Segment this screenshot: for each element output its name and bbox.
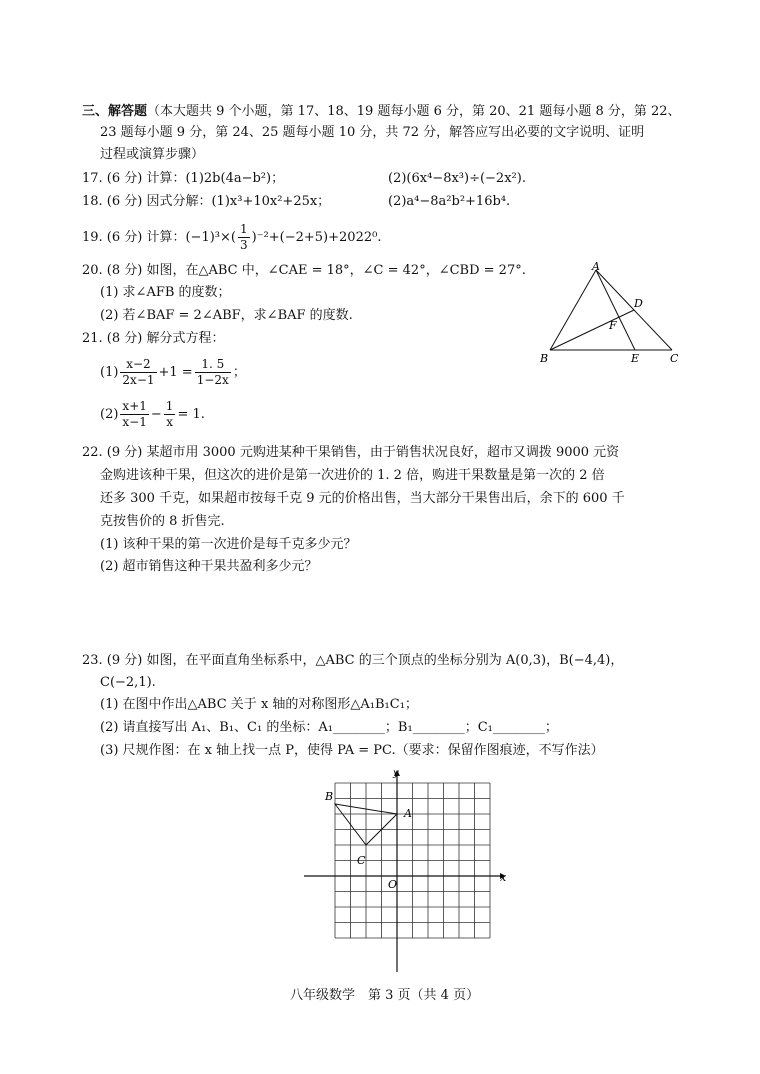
q23-part3: (3) 尺规作图：在 x 轴上找一点 P，使得 PA = PC.（要求：保留作图痕迹，不写作法） bbox=[100, 743, 604, 758]
q21-part2 bbox=[100, 397, 205, 433]
grid-label-B: B bbox=[325, 790, 334, 803]
q19-line bbox=[82, 220, 381, 256]
label-F: F bbox=[609, 319, 617, 332]
q23-part2: (2) 请直接写出 A₁、B₁、C₁ 的坐标：A₁________；B₁________；C₁________； bbox=[100, 720, 558, 735]
q22-part2: (2) 超市销售这种干果共盈利多少元？ bbox=[100, 559, 318, 574]
label-E: E bbox=[631, 352, 640, 365]
q21-p1-frac1-num: x−2 bbox=[120, 357, 156, 373]
q20-lead: 20. (8 分) 如图，在△ABC 中，∠CAE = 18°，∠C = 42°，∠CBD = 27°. bbox=[82, 263, 526, 278]
q18-part1: 18. (6 分) 因式分解：(1)x³+10x²+25x； bbox=[82, 194, 331, 209]
segment-AE bbox=[596, 270, 635, 350]
q21-p2-index: (2) bbox=[100, 407, 119, 422]
q21-p2-frac1-den: x−1 bbox=[122, 415, 147, 429]
q17-part1: 17. (6 分) 计算：(1)2b(4a−b²)； bbox=[82, 171, 285, 186]
section-desc-2: 23 题每小题 9 分，第 24、25 题每小题 10 分，共 72 分，解答应写出必要的文字说明、证明 bbox=[100, 125, 645, 140]
q20-part2: (2) 若∠BAF = 2∠ABF，求∠BAF 的度数. bbox=[100, 308, 353, 323]
q22-part1: (1) 该种干果的第一次进价是每千克多少元？ bbox=[100, 537, 357, 552]
q21-p2-frac2-den: x bbox=[166, 415, 173, 429]
q21-p2-mid: − bbox=[150, 407, 162, 422]
q21-lead: 21. (8 分) 解分式方程： bbox=[82, 331, 225, 346]
label-C: C bbox=[670, 352, 679, 365]
q20-part1: (1) 求∠AFB 的度数； bbox=[100, 285, 231, 300]
q21-p1-index: (1) bbox=[100, 365, 119, 380]
q22-line-4: 克按售价的 8 折售完. bbox=[100, 514, 225, 529]
grid-label-x: x bbox=[500, 871, 507, 884]
q23-coordinate-grid bbox=[300, 768, 510, 974]
q23-part1: (1) 在图中作出△ABC 关于 x 轴的对称图形△A₁B₁C₁； bbox=[100, 697, 418, 712]
label-A: A bbox=[592, 260, 600, 273]
q19-frac-den: 3 bbox=[239, 238, 248, 252]
q22-line-1: 22. (9 分) 某超市用 3000 元购进某种干果销售，由于销售状况良好，超市又调拨 9000 元资 bbox=[82, 445, 620, 460]
q19-tail: )⁻²+(−2+5)+2022⁰. bbox=[251, 230, 382, 245]
q21-p2-frac1-num: x+1 bbox=[122, 399, 147, 413]
q21-part1 bbox=[100, 355, 246, 391]
label-D: D bbox=[634, 297, 643, 310]
page-footer: 八年级数学 第 3 页（共 4 页） bbox=[290, 988, 480, 1003]
label-B: B bbox=[540, 352, 549, 365]
segment-AB bbox=[550, 270, 596, 350]
q21-p1-mid: +1 = bbox=[158, 365, 193, 380]
segment-BD bbox=[550, 310, 634, 350]
q21-p2-end: = 1. bbox=[177, 407, 205, 422]
q21-p2-frac1 bbox=[120, 399, 148, 430]
grid-label-A: A bbox=[404, 807, 412, 820]
section-heading: 三、解答题 bbox=[82, 104, 148, 119]
q22-line-3: 还多 300 千克，如果超市按每千克 9 元的价格出售，当大部分干果售出后，余下的 600 千 bbox=[100, 491, 625, 506]
q21-p1-frac2-num: 1. 5 bbox=[195, 357, 231, 373]
q21-p2-frac2 bbox=[164, 399, 176, 430]
q21-p2-frac2-num: 1 bbox=[165, 399, 174, 413]
section-heading-line bbox=[82, 103, 681, 121]
grid-label-O: O bbox=[388, 878, 398, 891]
q19-lead: 19. (6 分) 计算：(−1)³×( bbox=[82, 230, 236, 245]
section-desc-3: 过程或演算步骤） bbox=[100, 147, 205, 162]
grid-label-C: C bbox=[357, 854, 366, 867]
q20-triangle-figure bbox=[536, 260, 686, 370]
q21-p1-frac2 bbox=[195, 357, 231, 388]
q21-p1-frac2-den: 1−2x bbox=[196, 373, 229, 387]
q23-line-1: 23. (9 分) 如图，在平面直角坐标系中，△ABC 的三个顶点的坐标分别为 A(0,3)，B(−4,4)， bbox=[82, 653, 624, 668]
q21-p1-frac1-den: 2x−1 bbox=[122, 373, 155, 387]
q23-line-2: C(−2,1). bbox=[100, 675, 156, 690]
grid-label-y: y bbox=[393, 768, 399, 779]
q21-p1-end: ； bbox=[232, 365, 246, 380]
q17-part2: (2)(6x⁴−8x³)÷(−2x²). bbox=[388, 171, 526, 186]
q22-line-2: 金购进该种干果，但这次的进价是第一次进价的 1. 2 倍，购进干果数量是第一次的 2 倍 bbox=[100, 468, 605, 483]
q19-fraction bbox=[238, 222, 250, 253]
q21-p1-frac1 bbox=[120, 357, 156, 388]
q18-part2: (2)a⁴−8a²b²+16b⁴. bbox=[388, 194, 511, 209]
q19-frac-num: 1 bbox=[239, 222, 248, 236]
section-desc-1: （本大题共 9 个小题，第 17、18、19 题每小题 6 分，第 20、21 题每小题 8 分，第 22、 bbox=[147, 104, 681, 119]
